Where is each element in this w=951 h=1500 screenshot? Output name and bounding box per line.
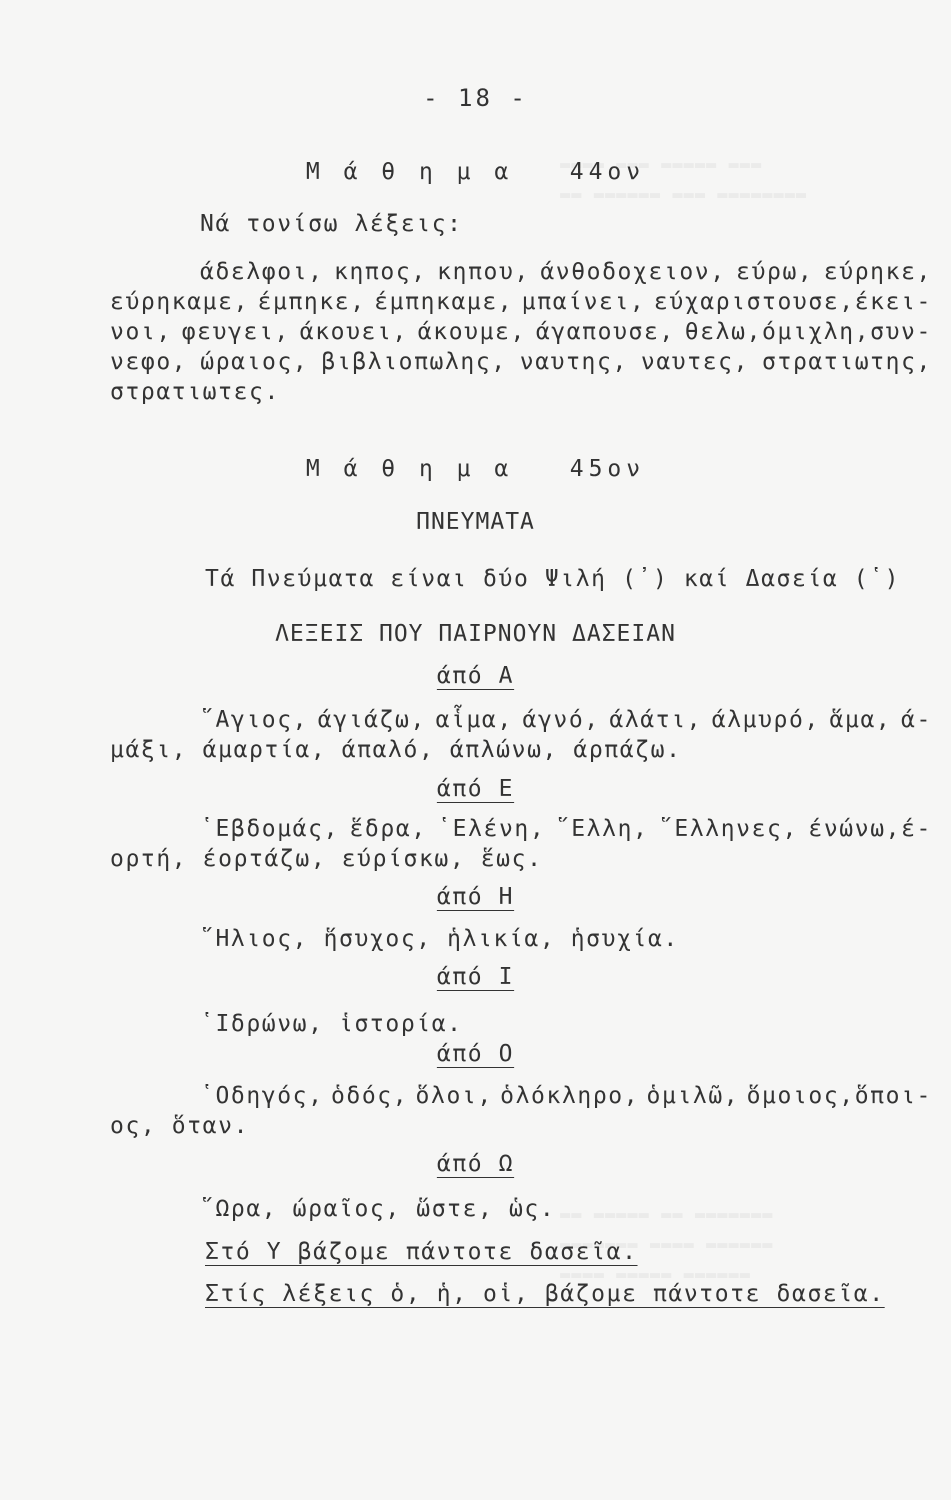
section-i-line: ῾Ιδρώνω, ἱστορία. xyxy=(200,1011,463,1037)
section-label-o: άπό Ο xyxy=(436,1041,515,1067)
word: ῾Εβδομάς, xyxy=(200,816,340,842)
section-o-last-line: ος, ὅταν. xyxy=(110,1113,250,1139)
word: νοι, xyxy=(110,319,172,345)
section-h-line: ῞Ηλιος, ἥσυχος, ἡλικία, ἡσυχία. xyxy=(200,926,679,952)
section-label-h: άπό Η xyxy=(436,884,515,910)
lesson-44-instruction: Νά τονίσω λέξεις: xyxy=(200,211,463,237)
word: ῾Οδηγός, xyxy=(200,1083,324,1109)
word: φευγει, xyxy=(181,319,290,345)
word: ώραιος, xyxy=(200,349,309,375)
word: θελω,όμιχλη,συν- xyxy=(684,319,932,345)
word: άνθοδοχειον, xyxy=(540,259,726,285)
section-label-a: άπό Α xyxy=(436,663,515,689)
word: εύχαριστουσε,έκει- xyxy=(653,289,932,315)
word: ὁδός, xyxy=(330,1083,409,1109)
word: άκουμε, xyxy=(417,319,526,345)
lesson-44-last-line: στρατιωτες. xyxy=(110,379,280,405)
word: άλάτι, xyxy=(609,707,703,733)
word: εύρηκαμε, xyxy=(110,289,250,315)
page-number: - 18 - xyxy=(423,84,528,112)
rule-articles: Στίς λέξεις ὁ, ἡ, οἱ, βάζομε πάντοτε δασεῖα. xyxy=(205,1281,885,1307)
word: ῞Ελλη, xyxy=(555,816,649,842)
word: άγνό, xyxy=(522,707,600,733)
lesson-45-intro: Τά Πνεύματα είναι δύο Ψιλή (᾿) καί Δασεία (῾) xyxy=(205,566,901,592)
word: κηπου, xyxy=(437,259,530,285)
section-a-last-line: μάξι, άμαρτία, άπαλό, άπλώνω, άρπάζω. xyxy=(110,737,682,763)
word: αἷμα, xyxy=(435,707,513,733)
word: ὅμοιος,ὅποι- xyxy=(746,1083,932,1109)
word: άγιάζω, xyxy=(317,707,426,733)
section-label-i: άπό Ι xyxy=(436,964,515,990)
word: στρατιωτης, xyxy=(762,349,932,375)
word: έμπηκε, xyxy=(257,289,366,315)
word: εύρω, xyxy=(736,259,814,285)
word: βιβλιοπωλης, xyxy=(321,349,507,375)
lesson-44-line xyxy=(110,318,932,346)
lesson-45-list-title: ΛΕΞΕΙΣ ΠΟΥ ΠΑΙΡΝΟΥΝ ΔΑΣΕΙΑΝ xyxy=(275,621,676,647)
word: εύρηκε, xyxy=(823,259,932,285)
word: ῾Ελένη, xyxy=(437,816,546,842)
section-label-omega: άπό Ω xyxy=(436,1151,515,1177)
lesson-44-line xyxy=(200,258,932,286)
word: ἕδρα, xyxy=(349,816,427,842)
word: ναυτης, xyxy=(519,349,628,375)
lesson-45-heading: Μ ά θ η μ α 45ον xyxy=(305,456,646,482)
word: ά- xyxy=(901,707,932,733)
rule-upsilon: Στό Υ βάζομε πάντοτε δασεῖα. xyxy=(205,1239,638,1265)
word: άκουει, xyxy=(299,319,408,345)
word: άδελφοι, xyxy=(200,259,324,285)
section-e-line xyxy=(200,815,932,843)
lesson-44-line xyxy=(110,288,932,316)
section-a-line xyxy=(200,706,932,734)
word: ναυτες, xyxy=(640,349,750,375)
word: ὅλοι, xyxy=(415,1083,493,1109)
word: άλμυρό, xyxy=(711,707,820,733)
word: ῞Ελληνες, xyxy=(658,816,798,842)
section-e-last-line: ορτή, έορτάζω, εύρίσκω, ἕως. xyxy=(110,846,543,872)
section-o-line xyxy=(200,1082,932,1110)
word: ἅμα, xyxy=(829,707,892,733)
lesson-45-subheading: ΠΝΕΥΜΑΤΑ xyxy=(416,509,535,535)
word: άγαπουσε, xyxy=(535,319,675,345)
word: ὁλόκληρο, xyxy=(500,1083,640,1109)
word: ένώνω,έ- xyxy=(808,816,932,842)
section-omega-line: ῞Ωρα, ώραῖος, ὥστε, ὡς. xyxy=(200,1196,556,1222)
word: κηπος, xyxy=(334,259,427,285)
word: μπαίνει, xyxy=(521,289,646,315)
word: ῞Αγιος, xyxy=(200,707,309,733)
word: ὁμιλῶ, xyxy=(646,1083,740,1109)
word: έμπηκαμε, xyxy=(374,289,514,315)
section-label-e: άπό Ε xyxy=(436,776,515,802)
lesson-44-heading: Μ ά θ η μ α 44ον xyxy=(305,159,646,185)
word: νεφο, xyxy=(110,349,188,375)
lesson-44-line xyxy=(110,348,932,376)
